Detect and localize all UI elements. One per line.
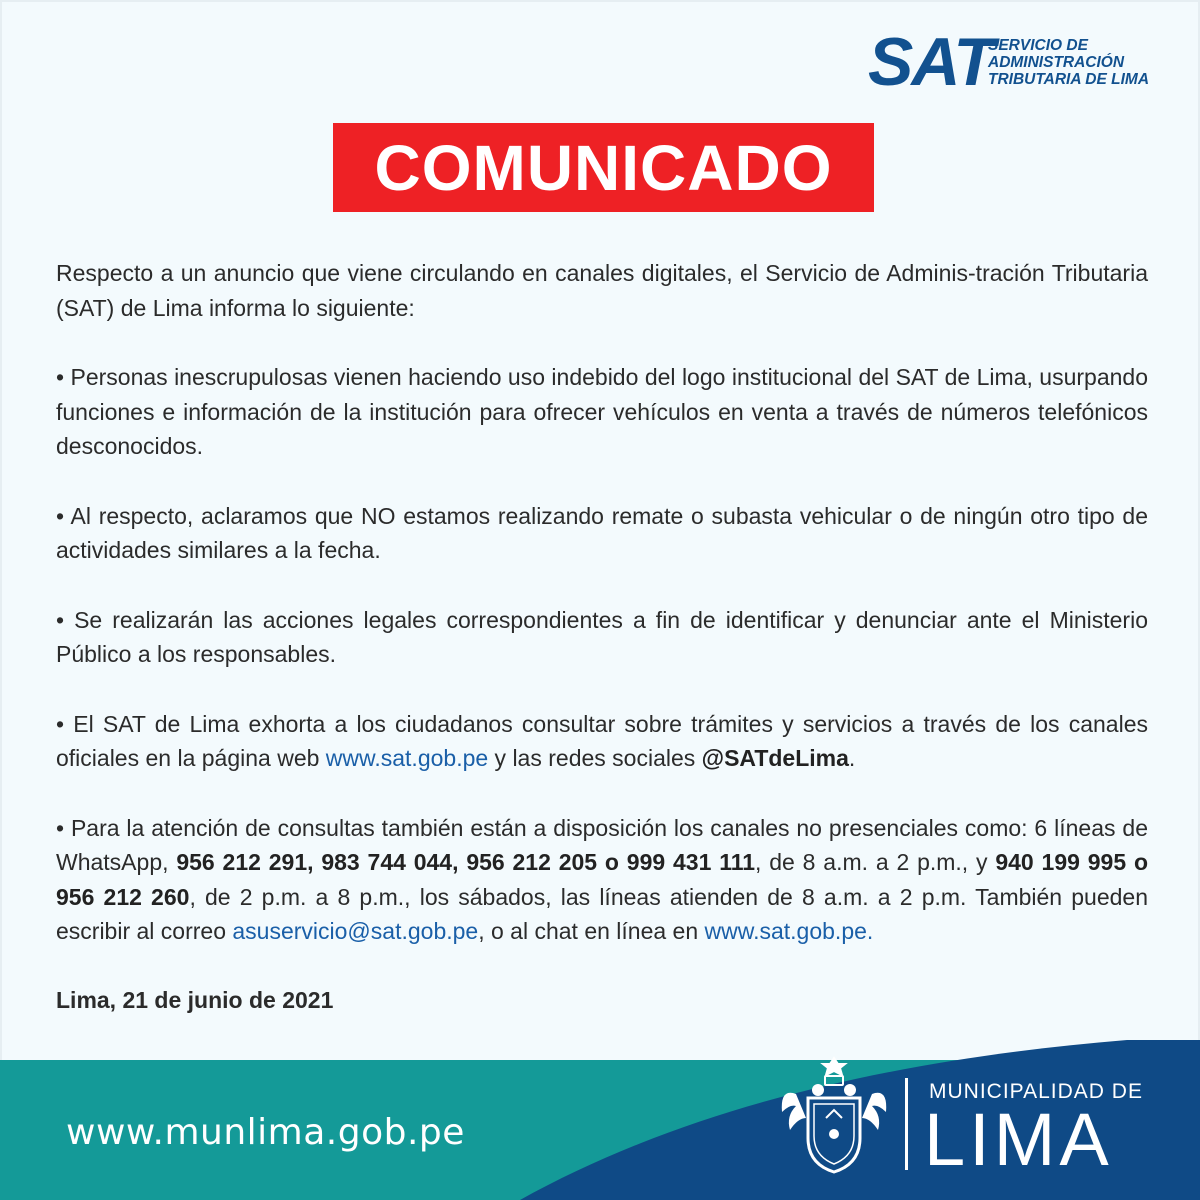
date-line: Lima, 21 de junio de 2021 (56, 986, 334, 1013)
municipalidad-label: MUNICIPALIDAD DE (929, 1080, 1143, 1103)
bullet4-text-before: • El SAT de Lima exhorta a los ciudadanos consultar sobre trámites y servicios a través de los canales oficiales en la página web (56, 710, 1148, 771)
page-title: COMUNICADO (374, 131, 833, 204)
whatsapp-numbers-morning: 956 212 291, 983 744 044, 956 212 205 o 999 431 111 (176, 849, 756, 875)
bullet-paragraph-4 (56, 707, 1148, 776)
sat-logo-line-1: SERVICIO DE (988, 37, 1088, 54)
sat-logo-line-2: ADMINISTRACIÓN (988, 54, 1125, 71)
bullet4-text-after: . (848, 745, 856, 771)
chat-website-link[interactable]: www.sat.gob.pe. (704, 918, 874, 944)
bullet4-text-middle: y las redes sociales (488, 745, 702, 771)
sat-logo-text (988, 37, 1149, 88)
lima-coat-of-arms-icon (778, 1054, 890, 1176)
bullet5-text-4: , o al chat en línea en (478, 918, 705, 944)
sat-logo (868, 24, 1168, 100)
bullet-paragraph-2: • Al respecto, aclaramos que NO estamos realizando remate o subasta vehicular o de ningún otro tipo de actividades similares a la fecha. (56, 502, 1148, 563)
sat-logo-line-3: TRIBUTARIA DE LIMA (988, 71, 1150, 88)
email-link[interactable]: asuservicio@sat.gob.pe (232, 918, 479, 944)
title-banner (333, 123, 874, 212)
sat-website-link[interactable]: www.sat.gob.pe (325, 745, 489, 771)
bullet-paragraph-5 (56, 811, 1148, 949)
sat-logo-mark: SAT (868, 24, 993, 100)
communique-body (56, 256, 1148, 1017)
footer-divider (905, 1078, 908, 1170)
bullet5-text-2: , de 8 a.m. a 2 p.m., y (755, 849, 996, 875)
social-handle: @SATdeLima (701, 745, 849, 771)
bullet5-text-3: , de 2 p.m. a 8 p.m., los sábados, las líneas atienden de 8 a.m. a 2 p.m. También pueden escribir al correo (56, 883, 1149, 944)
lima-label: LIMA (924, 1098, 1113, 1181)
bullet-paragraph-1: • Personas inescrupulosas vienen haciendo uso indebido del logo institucional del SAT de Lima, usurpando funciones e información de la institución para ofrecer vehículos en venta a través de números telefónicos desconocidos. (56, 364, 1148, 459)
bullet5-text-1: • Para la atención de consultas también están a disposición los canales no presenciales como: 6 líneas de WhatsApp, (56, 814, 1148, 875)
whatsapp-numbers-afternoon: 940 199 995 o 956 212 260 (56, 849, 1148, 910)
munlima-website-link[interactable]: www.munlima.gob.pe (66, 1112, 465, 1153)
intro-paragraph: Respecto a un anuncio que viene circulando en canales digitales, el Servicio de Adminis-tración Tributaria (SAT) de Lima informa lo siguiente: (56, 260, 1148, 321)
bullet-paragraph-3: • Se realizarán las acciones legales correspondientes a fin de identificar y denunciar ante el Ministerio Público a los responsables. (56, 606, 1148, 667)
